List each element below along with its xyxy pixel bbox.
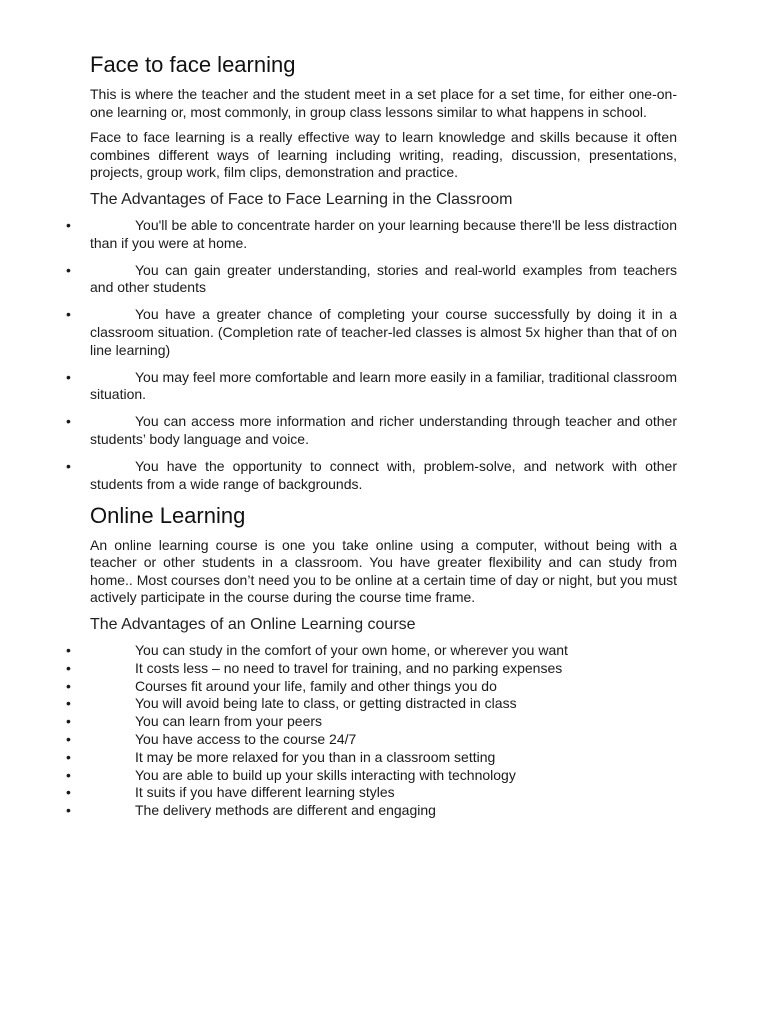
online-advantages-list (66, 642, 677, 820)
list-item (66, 458, 677, 493)
list-item-text: You have the opportunity to connect with, problem-solve, and network with other students from a wide range of backgrounds. (90, 458, 677, 492)
list-item (66, 659, 677, 678)
list-item (66, 368, 677, 404)
bullet-icon: • (66, 642, 71, 659)
list-item-text: You will avoid being late to class, or getting distracted in class (135, 695, 517, 712)
bullet-icon: • (66, 802, 71, 819)
list-item-text: The delivery methods are different and engaging (135, 802, 436, 819)
bullet-icon: • (66, 261, 71, 278)
list-item (66, 766, 677, 785)
online-advantages-heading: The Advantages of an Online Learning course (90, 616, 416, 634)
list-item (66, 802, 677, 820)
list-item-text: Courses fit around your life, family and other things you do (135, 677, 497, 694)
face-to-face-paragraph-1: This is where the teacher and the student meet in a set place for a set time, for either one-on-one learning or, most commonly, in group class lessons similar to what happens in school. (90, 86, 677, 120)
list-item (66, 748, 677, 767)
face-to-face-advantages-list (66, 216, 677, 493)
list-item (66, 677, 677, 696)
bullet-icon: • (66, 659, 71, 676)
bullet-icon: • (66, 458, 71, 474)
list-item-text: It suits if you have different learning styles (135, 784, 395, 801)
list-item-text: You have a greater chance of completing your course successfully by doing it in a classroom situation. (Completion rate of teacher-led classes is almost 5x higher than that of on line learning) (90, 306, 677, 358)
list-item (66, 731, 677, 749)
list-item (66, 261, 677, 297)
list-item-text: You can learn from your peers (135, 713, 323, 730)
list-item-text: It costs less – no need to travel for training, and no parking expenses (135, 659, 563, 676)
bullet-icon: • (66, 784, 71, 801)
list-item-text: It may be more relaxed for you than in a classroom setting (135, 748, 496, 765)
list-item-text: You have access to the course 24/7 (135, 731, 357, 748)
list-item (66, 413, 677, 448)
bullet-icon: • (66, 695, 71, 712)
list-item-text: You can study in the comfort of your own home, or wherever you want (135, 642, 568, 659)
list-item-text: You can gain greater understanding, stories and real-world examples from teachers and other students (90, 261, 677, 296)
face-to-face-advantages-heading: The Advantages of Face to Face Learning in the Classroom (90, 190, 513, 208)
list-item (66, 216, 677, 252)
list-item (66, 695, 677, 713)
list-item (66, 713, 677, 731)
bullet-icon: • (66, 216, 71, 233)
document-content (66, 52, 677, 820)
face-to-face-title: Face to face learning (90, 52, 296, 77)
list-item-text: You may feel more comfortable and learn more easily in a familiar, traditional classroom situation. (90, 368, 677, 403)
list-item-text: You'll be able to concentrate harder on your learning because there'll be less distraction than if you were at home. (90, 216, 677, 251)
list-item (66, 306, 677, 359)
bullet-icon: • (66, 713, 71, 730)
list-item-text: You are able to build up your skills interacting with technology (135, 766, 516, 783)
online-learning-title: Online Learning (90, 502, 246, 528)
list-item (66, 642, 677, 660)
online-learning-paragraph: An online learning course is one you take online using a computer, without being with a teacher or other students in a classroom. You have greater flexibility and can study from home.. Most courses don’t need you to be online at a certain time of day or night, but you must actively participate in the course during the course time frame. (90, 536, 677, 606)
bullet-icon: • (66, 368, 71, 385)
list-item (66, 784, 677, 802)
bullet-icon: • (66, 731, 71, 748)
bullet-icon: • (66, 766, 71, 783)
face-to-face-paragraph-2: Face to face learning is a really effective way to learn knowledge and skills because it often combines different ways of learning including writing, reading, discussion, presentations, projects, group work, film clips, demonstration and practice. (90, 129, 677, 181)
bullet-icon: • (66, 413, 71, 430)
bullet-icon: • (66, 748, 71, 765)
bullet-icon: • (66, 677, 71, 694)
list-item-text: You can access more information and richer understanding through teacher and other students’ body language and voice. (90, 413, 677, 447)
bullet-icon: • (66, 306, 71, 323)
